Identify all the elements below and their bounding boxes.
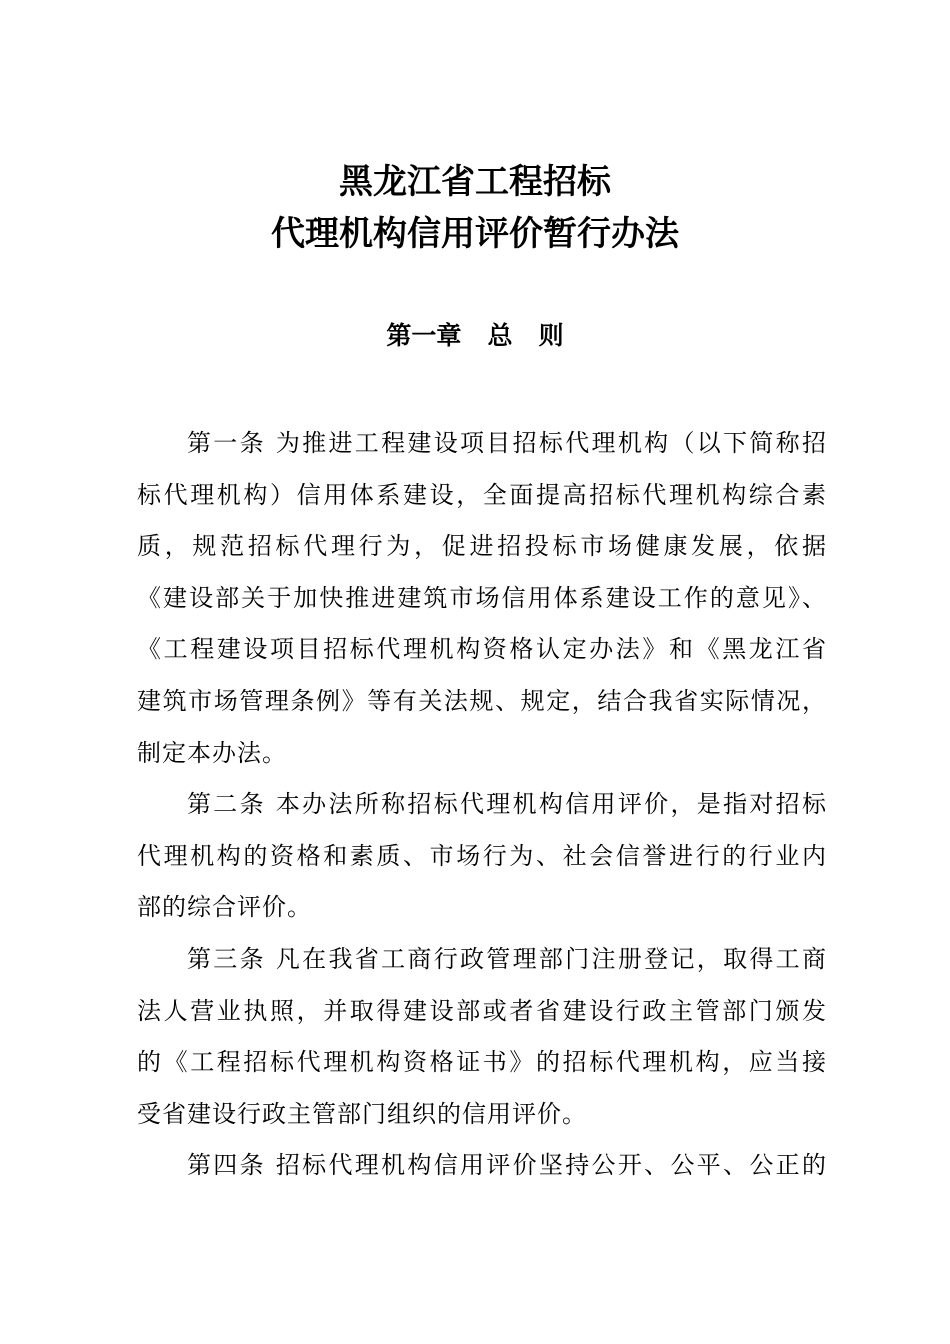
text-line: 部的综合评价。 bbox=[137, 893, 312, 922]
text-line: 的《工程招标代理机构资格证书》的招标代理机构，应当接 bbox=[137, 1048, 827, 1077]
text-line: 受省建设行政主管部门组织的信用评价。 bbox=[137, 1099, 587, 1128]
chapter-heading: 第一章 总 则 bbox=[386, 321, 564, 350]
text-line: 第一条 为推进工程建设项目招标代理机构（以下简称招 bbox=[187, 429, 827, 457]
text-line: 法人营业执照，并取得建设部或者省建设行政主管部门颁发 bbox=[137, 996, 827, 1025]
text-line: 第四条 招标代理机构信用评价坚持公开、公平、公正的 bbox=[187, 1151, 827, 1180]
text-line: 制定本办法。 bbox=[137, 738, 287, 767]
document-title-line-1: 黑龙江省工程招标 bbox=[339, 162, 611, 202]
document-title-line-2: 代理机构信用评价暂行办法 bbox=[271, 214, 679, 254]
text-line: 《建设部关于加快推进建筑市场信用体系建设工作的意见》、 bbox=[137, 583, 827, 612]
text-line: 第三条 凡在我省工商行政管理部门注册登记，取得工商 bbox=[187, 944, 827, 973]
text-line: 《工程建设项目招标代理机构资格认定办法》和《黑龙江省 bbox=[137, 635, 827, 664]
text-line: 建筑市场管理条例》等有关法规、规定，结合我省实际情况， bbox=[137, 686, 827, 715]
text-line: 标代理机构）信用体系建设，全面提高招标代理机构综合素 bbox=[137, 480, 827, 509]
text-line: 质，规范招标代理行为，促进招投标市场健康发展，依据 bbox=[137, 532, 827, 561]
body-text bbox=[137, 418, 827, 1192]
text-line: 第二条 本办法所称招标代理机构信用评价，是指对招标 bbox=[187, 790, 827, 819]
text-line: 代理机构的资格和素质、市场行为、社会信誉进行的行业内 bbox=[137, 841, 827, 870]
